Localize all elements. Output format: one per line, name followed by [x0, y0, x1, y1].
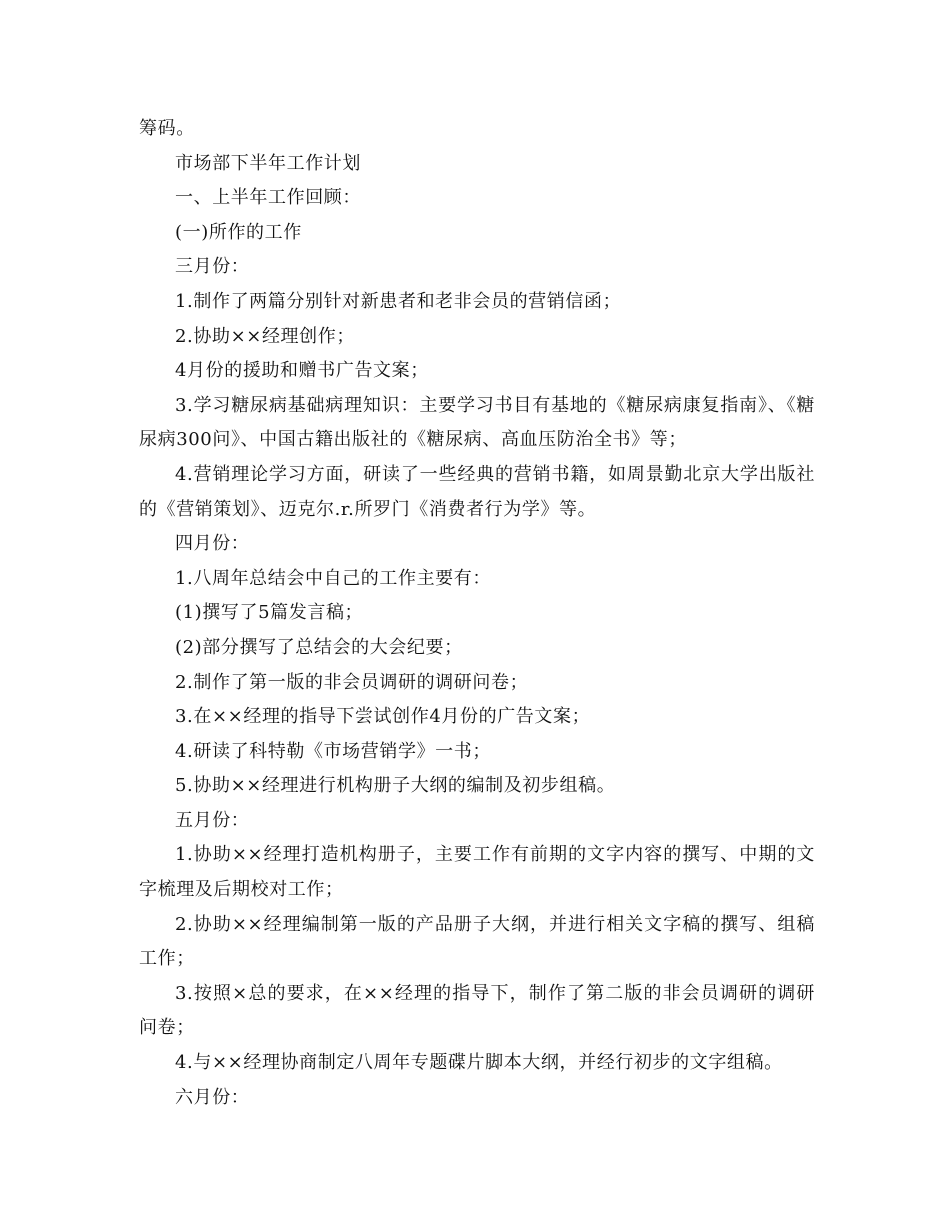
paragraph: 五月份： [175, 809, 250, 831]
paragraph: 5.协助××经理进行机构册子大纲的编制及初步组稿。 [175, 775, 616, 797]
paragraph: 3.学习糖尿病基础病理知识：主要学习书目有基地的《糖尿病康复指南》、《糖尿病300问》、中国古籍出版社的《糖尿病、高血压防治全书》等； [139, 394, 815, 451]
paragraph: 1.制作了两篇分别针对新患者和老非会员的营销信函； [175, 290, 622, 312]
document-body [139, 112, 815, 1115]
paragraph: 2.协助××经理编制第一版的产品册子大纲，并进行相关文字稿的撰写、组稿工作； [139, 913, 815, 970]
paragraph: 筹码。 [139, 118, 195, 139]
paragraph: 2.协助××经理创作； [175, 325, 355, 347]
paragraph: 4.与××经理协商制定八周年专题碟片脚本大纲，并经行初步的文字组稿。 [175, 1052, 783, 1074]
paragraph: 2.制作了第一版的非会员调研的调研问卷； [175, 671, 529, 693]
paragraph: 三月份： [175, 256, 250, 278]
paragraph: 四月份： [175, 533, 250, 555]
paragraph: 4.研读了科特勒《市场营销学》一书； [175, 740, 491, 762]
paragraph: 1.协助××经理打造机构册子，主要工作有前期的文字内容的撰写、中期的文字梳理及后期校对工作； [139, 844, 815, 901]
paragraph: 3.按照×总的要求，在××经理的指导下，制作了第二版的非会员调研的调研问卷； [139, 982, 815, 1039]
paragraph: 六月份： [175, 1086, 250, 1108]
paragraph: 4月份的援助和赠书广告文案； [175, 360, 429, 382]
paragraph: 4.营销理论学习方面，研读了一些经典的营销书籍，如周景勤北京大学出版社的《营销策划》、迈克尔.r.所罗门《消费者行为学》等。 [139, 463, 815, 520]
paragraph: (1)撰写了5篇发言稿； [175, 602, 364, 624]
paragraph: (2)部分撰写了总结会的大会纪要； [175, 636, 463, 658]
paragraph: 市场部下半年工作计划 [175, 152, 361, 174]
paragraph: (一)所作的工作 [175, 221, 302, 243]
paragraph: 1.八周年总结会中自己的工作主要有： [175, 567, 491, 589]
paragraph: 3.在××经理的指导下尝试创作4月份的广告文案； [175, 706, 591, 728]
paragraph: 一、上半年工作回顾： [175, 187, 361, 209]
